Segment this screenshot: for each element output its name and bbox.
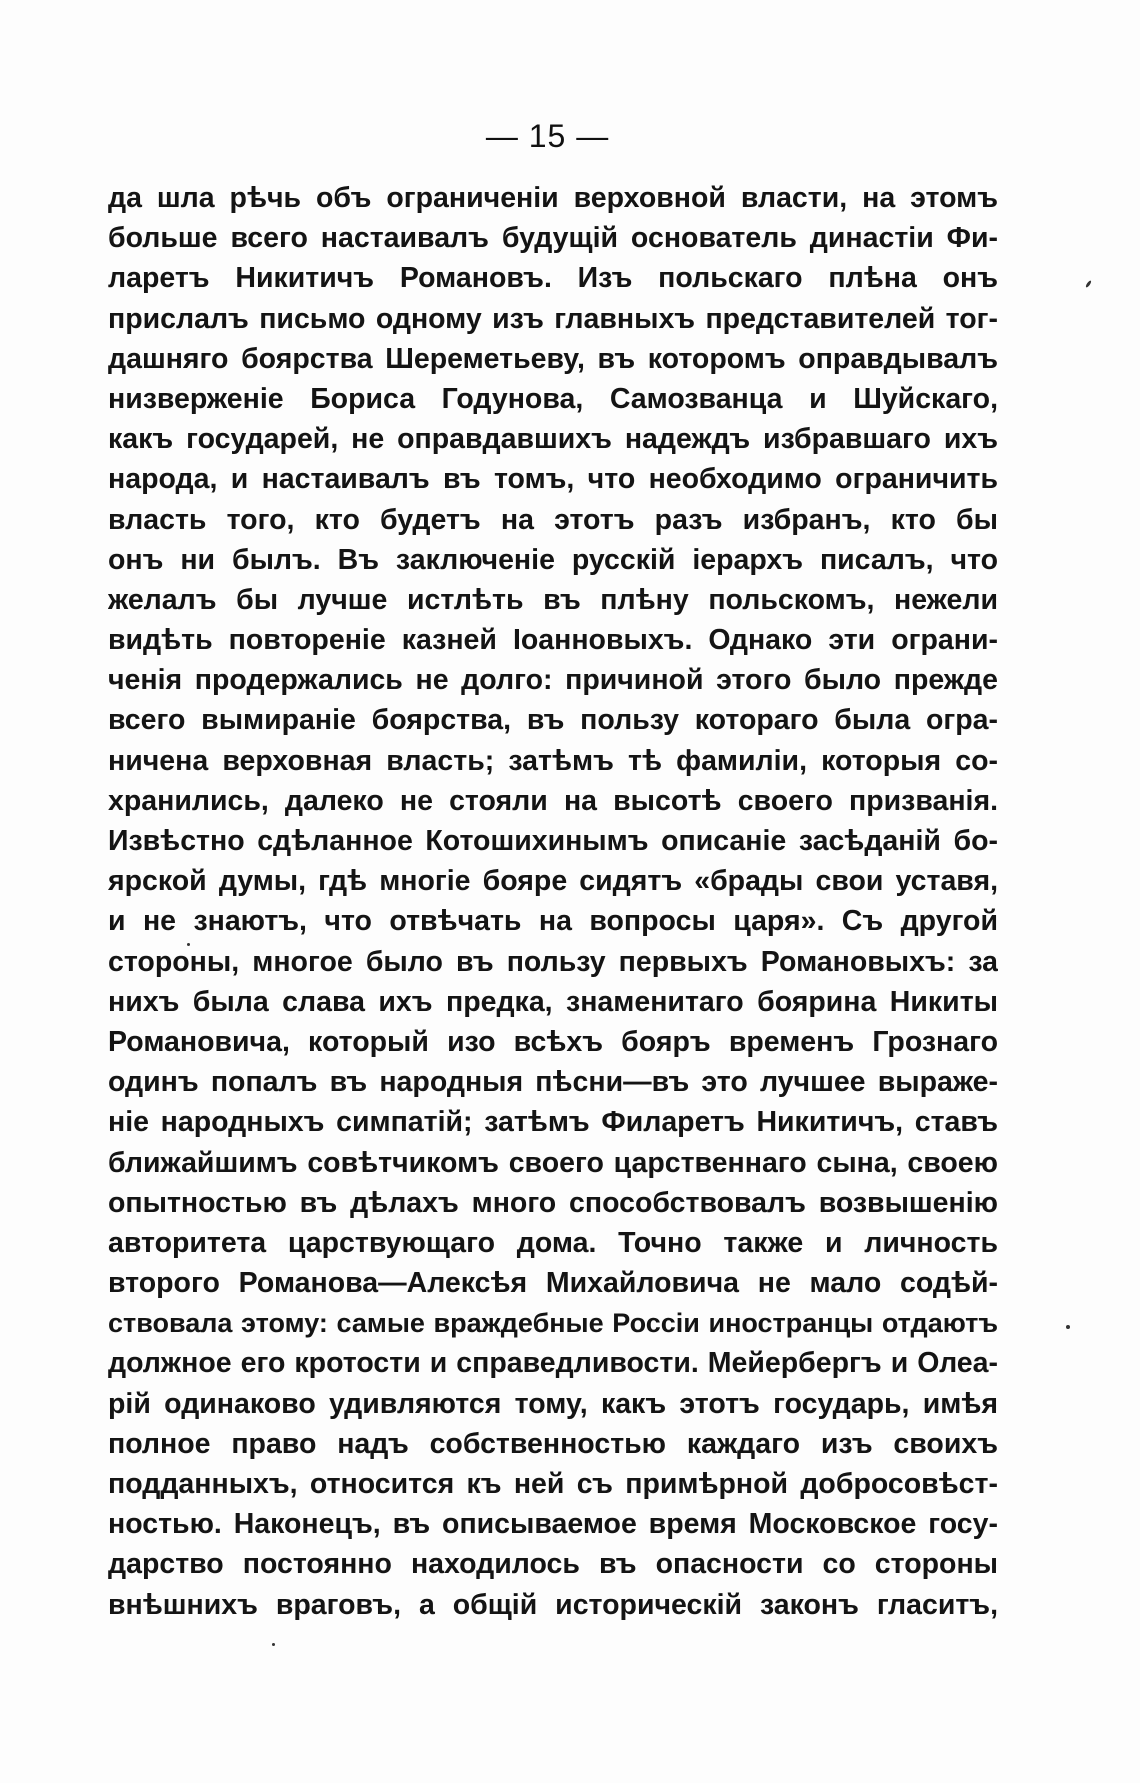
text-line: больше всего настаивалъ будущій основатель династіи Фи- — [108, 222, 998, 255]
text-line: онъ ни былъ. Въ заключеніе русскій іерархъ писалъ, что — [108, 543, 998, 576]
text-line: ближайшимъ совѣтчикомъ своего царственнаго сына, своею — [108, 1146, 998, 1179]
text-line: подданныхъ, относится къ ней съ примѣрной добросовѣст- — [108, 1468, 998, 1500]
page-number: — 15 — — [485, 118, 610, 154]
text-line: народа, и настаивалъ въ томъ, что необходимо ограничить — [108, 463, 998, 496]
text-line: должное его кротости и справедливости. Мейербергъ и Олеа- — [108, 1347, 998, 1380]
text-line: нихъ была слава ихъ предка, знаменитаго боярина Никиты — [108, 985, 998, 1018]
text-line: одинъ попалъ въ народныя пѣсни—въ это лучшее выраже- — [108, 1066, 998, 1099]
text-line: ничена верховная власть; затѣмъ тѣ фамиліи, которыя со- — [108, 744, 998, 777]
text-line: опытностью въ дѣлахъ много способствовалъ возвышенію — [108, 1186, 998, 1219]
text-line: второго Романова—Алексѣя Михайловича не мало содѣй- — [108, 1267, 998, 1300]
text-line: дарство постоянно находилось въ опасности со стороны — [108, 1548, 998, 1581]
text-line: ствовала этому: самые враждебные Россіи иностранцы отдаютъ — [108, 1308, 998, 1339]
scan-speck — [272, 1643, 275, 1646]
text-line: хранились, далеко не стояли на высотѣ своего призванія. — [108, 784, 998, 817]
text-line: да шла рѣчь объ ограниченіи верховной власти, на этомъ — [108, 182, 998, 214]
text-line: ярской думы, гдѣ многіе бояре сидятъ «брады свои уставя, — [108, 865, 998, 898]
text-line: Извѣстно сдѣланное Котошихинымъ описаніе засѣданій бо- — [108, 825, 998, 857]
text-line: ченія продержались не долго: причиной этого было прежде — [108, 664, 998, 697]
text-line: ніе народныхъ симпатій; затѣмъ Филаретъ Никитичъ, ставъ — [108, 1106, 998, 1139]
text-line: какъ государей, не оправдавшихъ надеждъ избравшаго ихъ — [108, 423, 998, 456]
text-line: власть того, кто будетъ на этотъ разъ избранъ, кто бы — [108, 503, 998, 536]
scan-speck — [1066, 1325, 1070, 1329]
text-line: низверженіе Бориса Годунова, Самозванца и Шуйскаго, — [108, 382, 998, 415]
text-line: авторитета царствующаго дома. Точно также и личность — [108, 1226, 998, 1259]
text-line: прислалъ письмо одному изъ главныхъ представителей тог- — [108, 302, 998, 335]
text-line: ностью. Наконецъ, въ описываемое время Московское госу- — [108, 1508, 998, 1541]
scan-speck — [1085, 280, 1092, 288]
text-line: стороны, многое было въ пользу первыхъ Романовыхъ: за — [108, 945, 998, 978]
text-line: внѣшнихъ враговъ, а общій историческій законъ гласитъ, — [108, 1588, 998, 1621]
text-line: желалъ бы лучше истлѣть въ плѣну польскомъ, нежели — [108, 583, 998, 616]
text-line: рій одинаково удивляются тому, какъ этотъ государь, имѣя — [108, 1387, 998, 1420]
text-line: всего вымираніе боярства, въ пользу котораго была огра- — [108, 704, 998, 737]
scan-speck — [187, 943, 190, 946]
text-line: полное право надъ собственностью каждаго изъ своихъ — [108, 1427, 998, 1460]
text-line: ларетъ Никитичъ Романовъ. Изъ польскаго плѣна онъ — [108, 262, 998, 295]
text-line: Романовича, который изо всѣхъ бояръ временъ Грознаго — [108, 1025, 998, 1058]
body-text — [108, 178, 998, 1625]
text-line: видѣть повтореніе казней Іоанновыхъ. Однако эти ограни- — [108, 624, 998, 657]
text-line: и не знаютъ, что отвѣчать на вопросы царя». Съ другой — [108, 905, 998, 938]
text-line: дашняго боярства Шереметьеву, въ которомъ оправдывалъ — [108, 342, 998, 375]
